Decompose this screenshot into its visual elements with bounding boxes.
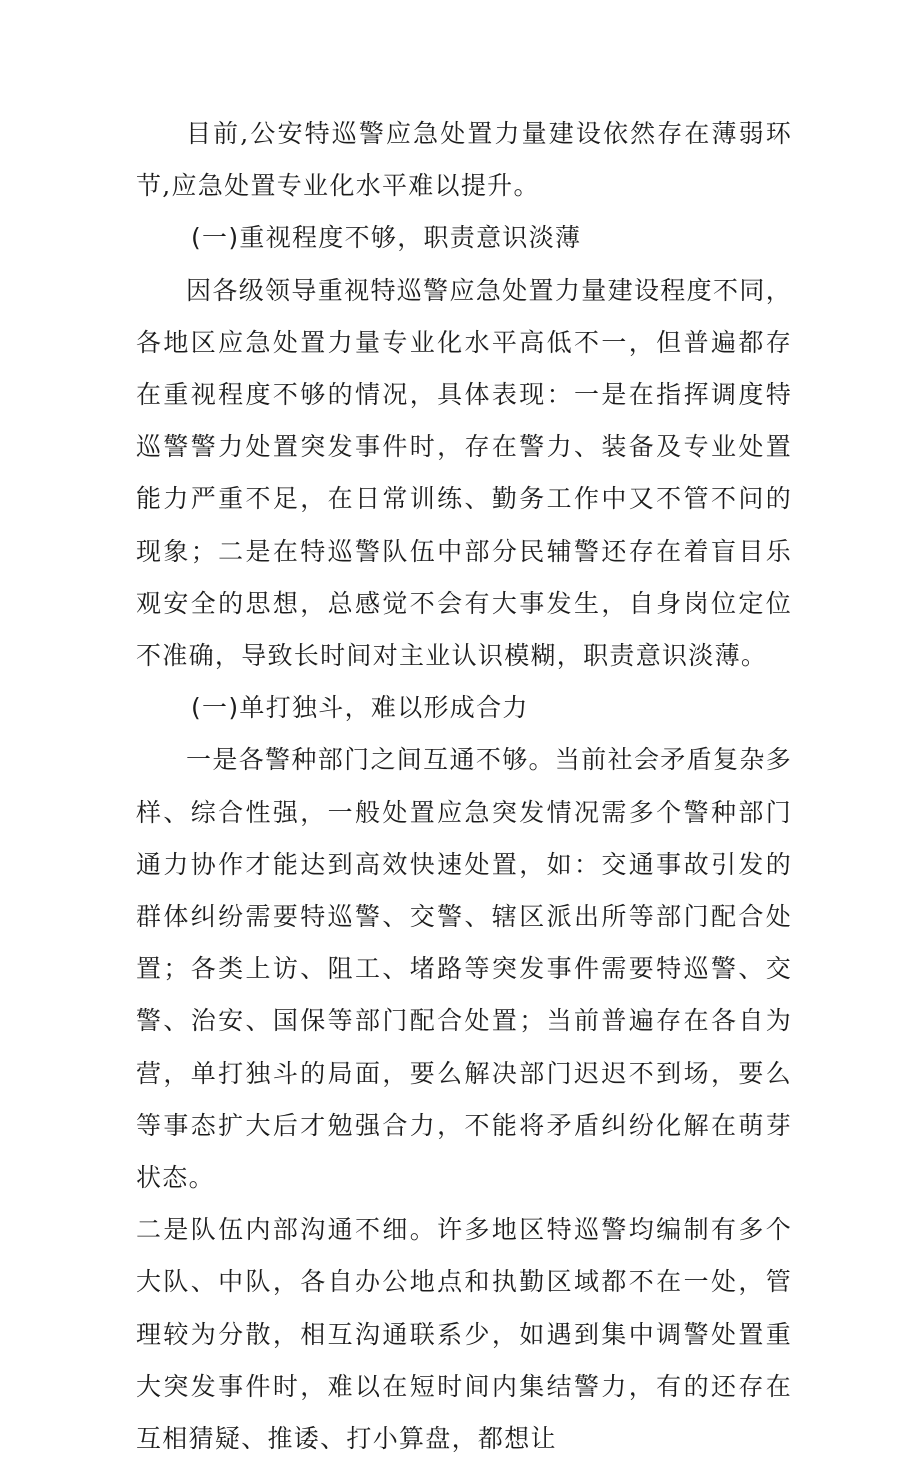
paragraph-intro: 目前,公安特巡警应急处置力量建设依然存在薄弱环节,应急处置专业化水平难以提升。 [136, 119, 792, 201]
document-body [136, 108, 792, 1465]
paragraph-attention: 因各级领导重视特巡警应急处置力量建设程度不同，各地区应急处置力量专业化水平高低不一，但普遍都存在重视程度不够的情况，具体表现：一是在指挥调度特巡警警力处置突发事件时，存在警力、装备及专业处置能力严重不足，在日常训练、勤务工作中又不管不问的现象；二是在特巡警队伍中部分民辅警还存在着盲目乐观安全的思想，总感觉不会有大事发生，自身岗位定位不准确，导致长时间对主业认识模糊，职责意识淡薄。 [136, 275, 792, 671]
paragraph-internal-communication: 二是队伍内部沟通不细。许多地区特巡警均编制有多个大队、中队，各自办公地点和执勤区域都不在一处，管理较为分散，相互沟通联系少，如遇到集中调警处置重大突发事件时，难以在短时间内集结警力，有的还存在互相猜疑、推诿、打小算盘，都想让 [136, 1215, 792, 1454]
section-heading-attention: (一)重视程度不够，职责意识淡薄 [191, 223, 582, 253]
paragraph-department-communication: 一是各警种部门之间互通不够。当前社会矛盾复杂多样、综合性强，一般处置应急突发情况需多个警种部门通力协作才能达到高效快速处置，如：交通事故引发的群体纠纷需要特巡警、交警、辖区派出所等部门配合处置；各类上访、阻工、堵路等突发事件需要特巡警、交警、治安、国保等部门配合处置；当前普遍存在各自为营，单打独斗的局面，要么解决部门迟迟不到场，要么等事态扩大后才勉强合力，不能将矛盾纠纷化解在萌芽状态。 [136, 745, 792, 1193]
section-heading-cooperation: (一)单打独斗，难以形成合力 [191, 693, 529, 723]
